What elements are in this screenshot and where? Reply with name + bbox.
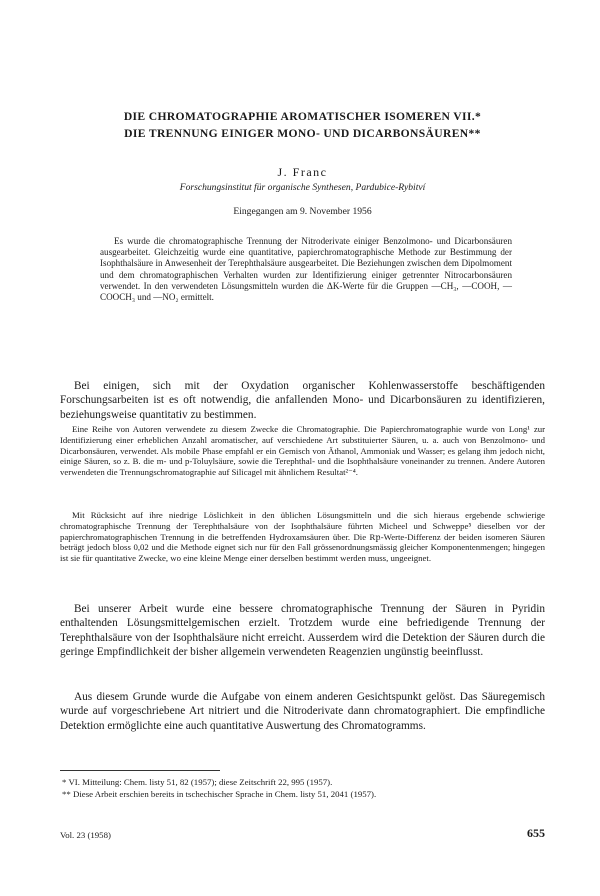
body-paragraph-1: Bei einigen, sich mit der Oxydation organischer Kohlenwasserstoffe beschäftigenden Forschungsarbeiten ist es oft notwendig, die anfallenden Mono- und Dicarbonsäuren zu identifizieren, beziehungsweise quantitativ zu bestimmen. [60,380,545,421]
title-line-1: DIE CHROMATOGRAPHIE AROMATISCHER ISOMEREN VII.* [123,110,482,123]
title-line-2: DIE TRENNUNG EINIGER MONO- UND DICARBONSÄUREN** [124,127,481,140]
received-date: Eingegangen am 9. November 1956 [233,206,372,217]
footnote-divider [60,770,220,771]
author-name: J. Franc [277,165,328,179]
page-number: 655 [527,826,545,840]
author-affiliation: Forschungsinstitut für organische Synthesen, Pardubice-Rybitví [179,182,426,193]
body-paragraph-3: Mit Rücksicht auf ihre niedrige Löslichkeit in den üblichen Lösungsmitteln und die sich hieraus ergebende schwierige chromatographische Trennung der Terephthalsäure von der Isophthalsäure führten Micheel und Schweppe⁵ dieselben vor der papierchromatographischen Trennung in die betreffenden Hydroxamsäuren über. Die Rբ-Werte-Differenz der beiden isomeren Säuren beträgt jedoch bloss 0,02 und die Methode eignet sich nur für den Fall grössenordnungsmässig gleicher Komponentenmengen; hingegen ist sie für quantitative Zwecke, wo eine kleine Menge einer derselben bestimmt werden muss, ungeeignet. [60,510,545,564]
footnote-2: ** Diese Arbeit erschien bereits in tschechischer Sprache in Chem. listy 51, 2041 (1957). [62,789,377,799]
footnotes [60,776,545,800]
footnote-1: * VI. Mitteilung: Chem. listy 51, 82 (1957); diese Zeitschrift 22, 995 (1957). [62,777,333,787]
body-paragraph-2: Eine Reihe von Autoren verwendete zu diesem Zwecke die Chromatographie. Die Papierchromatographie wurde von Long¹ zur Identifizierung einer erheblichen Anzahl aromatischer, auf verschiedene Art substituierter Säuren, u. a. auch von Benzolmono- und Dicarbonsäuren, verwendet. Als mobile Phase empfahl er ein Gemisch von Äthanol, Ammoniak und Wasser; es gelang ihm jedoch nicht, einige Säuren, so z. B. die m- und p-Toluylsäure, sowie die Terephthal- und die Isophthalsäure voneinander zu trennen. Andere Autoren verwendeten die Trennungschromatographie auf Silicagel mit ähnlichem Resultat²⁻⁴. [60,424,545,478]
journal-page [60,0,545,896]
abstract: Es wurde die chromatographische Trennung der Nitroderivate einiger Benzolmono- und Dicarbonsäuren ausgearbeitet. Gleichzeitig wurde eine quantitative, papierchromatographische Methode zur Bestimmung der Isophthalsäure in Anwesenheit der Terephthalsäure ausgearbeitet. Die Beziehungen zwischen dem Dipolmoment und dem chromatographischen Verhalten wurden zur Identifizierung einiger getrennter Nitrocarbonsäuren verwendet. In den verwendeten Lösungsmitteln wurden die ΔK-Werte für die Gruppen —CH₃, —COOH, —COOCH₃ und —NO₂ ermittelt. [100,236,512,303]
body-paragraph-4: Bei unserer Arbeit wurde eine bessere chromatographische Trennung der Säuren in Pyridin enthaltenden Lösungsmittelgemischen erzielt. Trotzdem wurde eine befriedigende Trennung der Terephthalsäure von der Isophthalsäure nicht erreicht. Ausserdem wird die Detektion der Säuren durch die geringe Empfindlichkeit der bisher allgemein verwendeten Reagenzien ungünstig beeinflusst. [60,603,545,658]
volume-info: Vol. 23 (1958) [60,830,111,840]
article-title [60,108,545,142]
body-paragraph-5: Aus diesem Grunde wurde die Aufgabe von einem anderen Gesichtspunkt gelöst. Das Säuregemisch wurde auf vorgeschriebene Art nitriert und die Nitroderivate dann chromatographiert. Die empfindliche Detektion ermöglichte eine auch quantitative Auswertung des Chromatogramms. [60,691,545,732]
